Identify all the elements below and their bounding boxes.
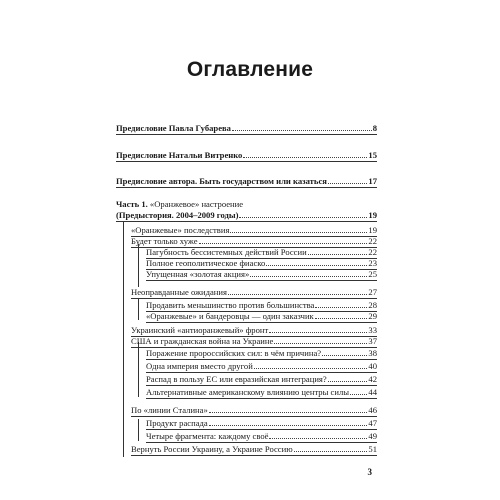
toc-entry-vitrenko-preface[interactable]: Предисловие Натальи Витренко 15 xyxy=(116,150,377,160)
dot-leader xyxy=(230,225,367,233)
toc-entry[interactable]: Одна империя вместо другой 40 xyxy=(146,361,377,371)
dot-leader xyxy=(322,348,367,356)
dot-leader xyxy=(315,300,367,308)
toc-entry[interactable]: Продавить меньшинство против большинства 28 xyxy=(146,300,377,310)
level1-rule xyxy=(123,222,124,457)
toc-entry[interactable]: Поражение пророссийских сил: в чём причина? 38 xyxy=(146,348,377,358)
toc-entry[interactable]: Четыре фрагмента: каждому своё 49 xyxy=(146,431,377,441)
toc-entry[interactable]: «Оранжевые» последствия 19 xyxy=(131,225,377,235)
toc-entry[interactable]: Украинский «антиоранжевый» фронт 33 xyxy=(131,325,377,335)
dot-leader xyxy=(266,258,367,266)
level2-rule xyxy=(138,419,139,441)
level2-rule xyxy=(138,342,139,397)
dot-leader xyxy=(228,287,367,295)
dot-leader xyxy=(239,210,367,218)
toc-entry[interactable]: Распад в пользу ЕС или евразийская интеграция? 42 xyxy=(146,374,377,384)
toc-entry[interactable]: Полное геополитическое фиаско 23 xyxy=(146,258,377,268)
dot-leader xyxy=(269,431,367,439)
toc-entry[interactable]: Пагубность бессистемных действий России 22 xyxy=(146,247,377,257)
toc-entry[interactable]: Альтернативные американскому влиянию центры силы 44 xyxy=(146,387,377,397)
toc-entry[interactable]: Будет только хуже 22 xyxy=(131,236,377,246)
toc-entry[interactable]: Неоправданные ожидания 27 xyxy=(131,287,377,297)
dot-leader xyxy=(254,361,368,369)
dot-leader xyxy=(328,176,367,184)
level2-rule xyxy=(138,244,139,287)
dot-leader xyxy=(232,123,372,131)
toc-entry[interactable]: США и гражданская война на Украине 37 xyxy=(131,336,377,346)
page-number: 3 xyxy=(367,467,372,477)
toc-entry-author-preface[interactable]: Предисловие автора. Быть государством или казаться 17 xyxy=(116,176,377,186)
level2-rule xyxy=(138,298,139,320)
dot-leader xyxy=(294,444,368,452)
toc-entry[interactable]: Вернуть России Украину, а Украине Россию 51 xyxy=(131,444,377,454)
dot-leader xyxy=(250,269,367,277)
toc-entry[interactable]: Упущенная «золотая акция» 25 xyxy=(146,269,377,279)
dot-leader xyxy=(209,418,368,426)
page-title: Оглавление xyxy=(186,58,314,81)
dot-leader xyxy=(243,150,367,158)
part1-subheading[interactable]: (Предыстория. 2004–2009 годы) 19 xyxy=(116,210,377,220)
part1-heading[interactable]: Часть 1. «Оранжевое» настроение xyxy=(116,199,244,209)
toc-entry[interactable]: По «линии Сталина» 46 xyxy=(131,405,377,415)
dot-leader xyxy=(274,336,367,344)
dot-leader xyxy=(308,247,368,255)
dot-leader xyxy=(315,311,368,319)
toc-entry-gubarev-preface[interactable]: Предисловие Павла Губарева 8 xyxy=(116,123,377,133)
dot-leader xyxy=(350,387,367,395)
toc-entry[interactable]: «Оранжевые» и бандеровцы — один заказчик 29 xyxy=(146,311,377,321)
dot-leader xyxy=(199,236,368,244)
toc-entry[interactable]: Продукт распада 47 xyxy=(146,418,377,428)
dot-leader xyxy=(328,374,368,382)
dot-leader xyxy=(269,325,367,333)
dot-leader xyxy=(209,405,368,413)
